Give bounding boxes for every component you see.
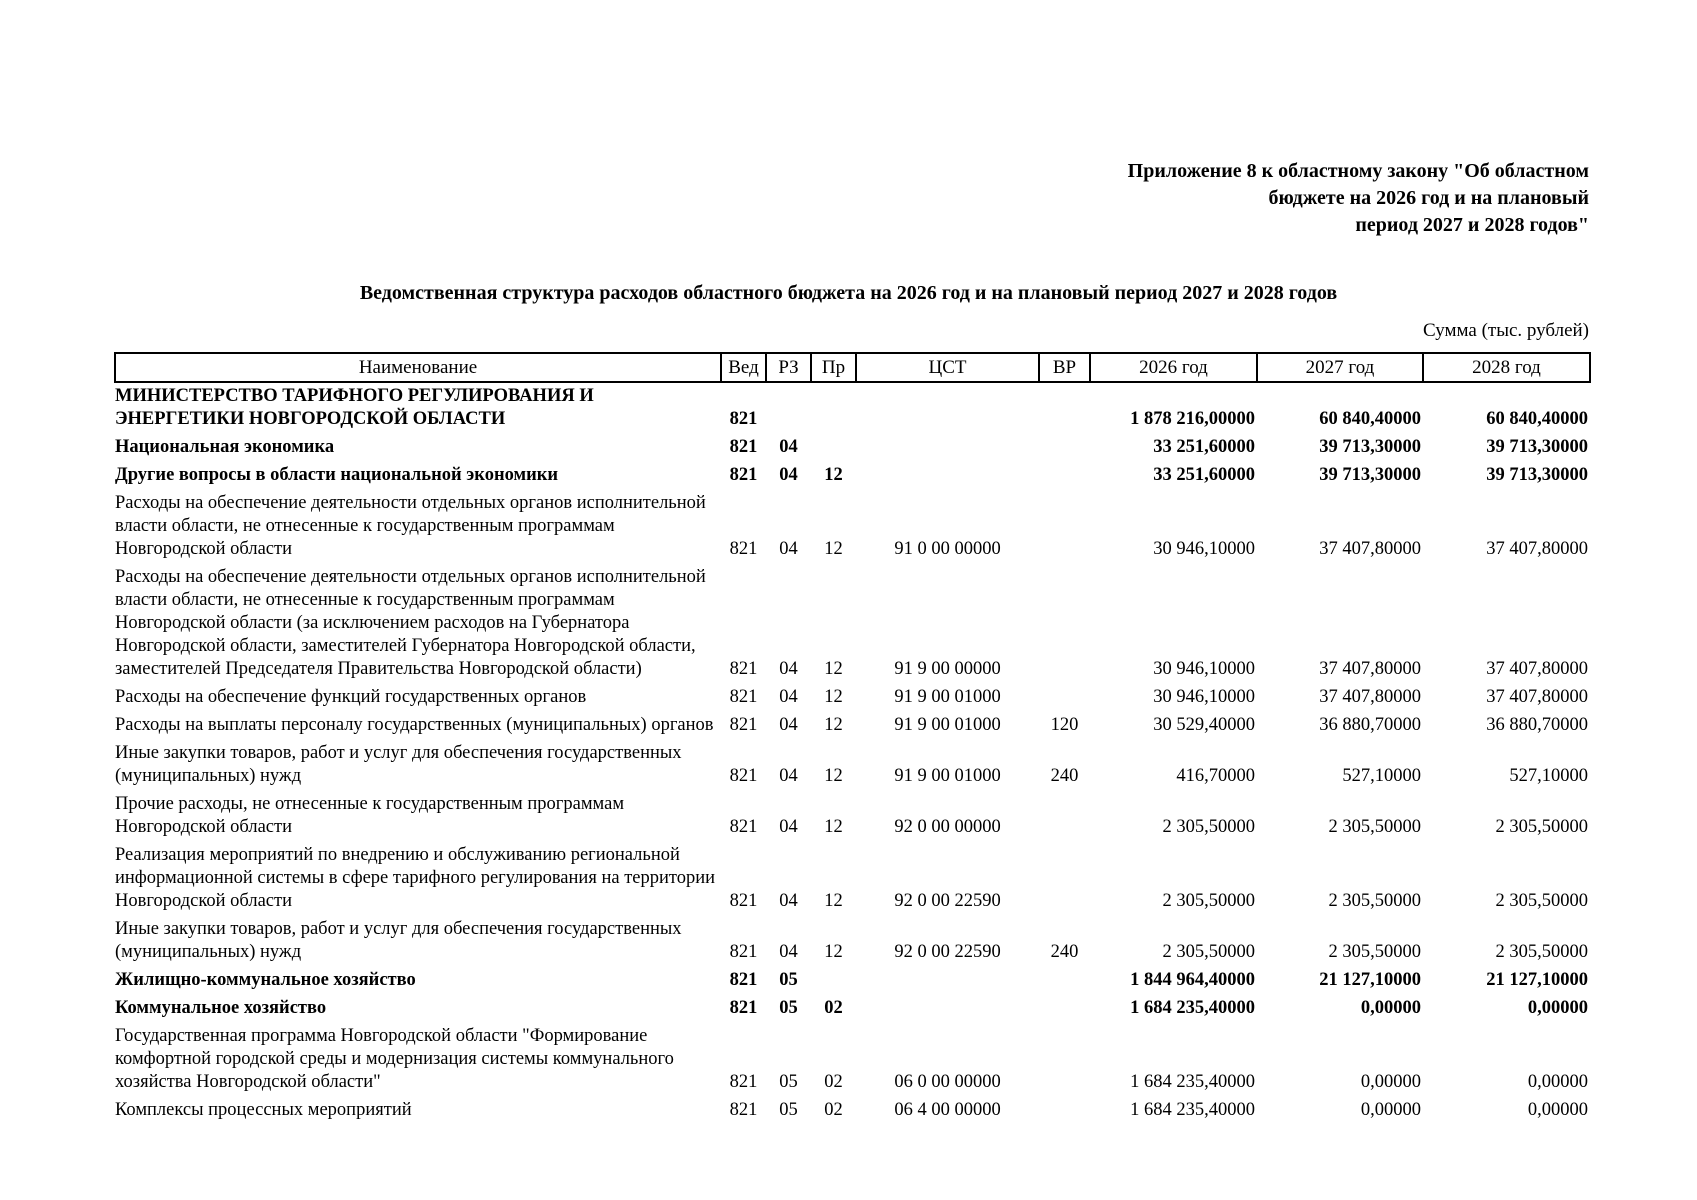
cell-name: Государственная программа Новгородской области "Формирование комфортной городской среды и модернизация системы коммунального хозяйства Новгородской области" [115,1026,674,1092]
cell-2028: 39 713,30000 [1486,465,1588,485]
cell-rz: 04 [779,942,798,962]
cell-rz: 04 [779,891,798,911]
table-row [115,464,1590,492]
cell-2028: 39 713,30000 [1486,437,1588,457]
cell-rz: 05 [779,970,798,990]
cell-rz: 05 [779,998,798,1018]
cell-vr [1039,997,1090,1025]
cell-name: МИНИСТЕРСТВО ТАРИФНОГО РЕГУЛИРОВАНИЯ И ЭНЕРГЕТИКИ НОВГОРОДСКОЙ ОБЛАСТИ [115,386,594,429]
table-row [115,1025,1590,1099]
cell-ved: 821 [729,817,758,837]
cell-2028: 2 305,50000 [1495,942,1588,962]
cell-vr [1039,492,1090,566]
cell-2026: 33 251,60000 [1153,437,1255,457]
cell-cst: 91 0 00 00000 [894,539,1001,559]
cell-name: Расходы на обеспечение деятельности отдельных органов исполнительной власти области, не отнесенные к государственным программам Новгородской области [115,493,706,559]
cell-pr: 12 [824,659,843,679]
cell-name: Национальная экономика [115,437,335,457]
header-2028: 2028 год [1423,353,1590,382]
cell-name: Жилищно-коммунальное хозяйство [115,970,416,990]
cell-cst [856,464,1039,492]
cell-pr [811,436,856,464]
cell-vr [1039,793,1090,844]
header-vr: ВР [1039,353,1090,382]
budget-table [114,352,1591,1127]
cell-2026: 1 844 964,40000 [1130,970,1255,990]
cell-2027: 527,10000 [1342,766,1421,786]
cell-pr: 12 [824,942,843,962]
cell-2027: 37 407,80000 [1319,539,1421,559]
table-row [115,382,1590,436]
cell-cst: 92 0 00 22590 [894,891,1001,911]
cell-2026: 30 946,10000 [1153,539,1255,559]
cell-cst [856,997,1039,1025]
cell-2027: 2 305,50000 [1328,817,1421,837]
cell-2027: 36 880,70000 [1319,715,1421,735]
cell-2028: 36 880,70000 [1486,715,1588,735]
cell-rz: 04 [779,539,798,559]
table-row [115,714,1590,742]
cell-rz: 04 [779,437,798,457]
cell-rz: 04 [779,465,798,485]
header-cst: ЦСТ [856,353,1039,382]
cell-2028: 60 840,40000 [1486,409,1588,429]
cell-name: Иные закупки товаров, работ и услуг для обеспечения государственных (муниципальных) нужд [115,919,682,962]
cell-pr: 12 [824,465,843,485]
cell-2027: 39 713,30000 [1319,465,1421,485]
cell-vr [1039,844,1090,918]
cell-cst: 06 4 00 00000 [894,1100,1001,1120]
document-title: Ведомственная структура расходов областного бюджета на 2026 год и на плановый период 2027 и 2028 годов [359,282,1338,304]
cell-cst: 91 9 00 01000 [894,715,1001,735]
cell-vr [1039,464,1090,492]
cell-ved: 821 [729,465,758,485]
cell-2027: 0,00000 [1360,998,1421,1018]
table-row [115,844,1590,918]
cell-2027: 60 840,40000 [1319,409,1421,429]
cell-2026: 2 305,50000 [1162,817,1255,837]
cell-cst: 06 0 00 00000 [894,1072,1001,1092]
table-row [115,918,1590,969]
cell-rz [766,382,811,436]
cell-vr: 240 [1050,766,1079,786]
cell-2026: 30 946,10000 [1153,659,1255,679]
cell-2026: 1 684 235,40000 [1130,1072,1255,1092]
cell-pr [811,382,856,436]
cell-2028: 37 407,80000 [1486,659,1588,679]
cell-ved: 821 [729,998,758,1018]
cell-pr: 02 [824,1100,843,1120]
cell-2027: 0,00000 [1360,1100,1421,1120]
cell-2026: 2 305,50000 [1162,942,1255,962]
cell-2028: 2 305,50000 [1495,817,1588,837]
table-row [115,997,1590,1025]
cell-2027: 39 713,30000 [1319,437,1421,457]
cell-ved: 821 [729,1100,758,1120]
cell-2026: 1 684 235,40000 [1130,998,1255,1018]
table-row [115,566,1590,686]
appendix-note [1029,158,1589,239]
appendix-line: Приложение 8 к областному закону "Об областном [1127,160,1589,182]
cell-vr [1039,1099,1090,1127]
cell-2027: 37 407,80000 [1319,687,1421,707]
cell-ved: 821 [729,437,758,457]
cell-vr [1039,686,1090,714]
cell-2027: 0,00000 [1360,1072,1421,1092]
cell-cst [856,969,1039,997]
cell-name: Расходы на обеспечение функций государственных органов [115,687,587,707]
table-row [115,492,1590,566]
cell-2027: 2 305,50000 [1328,942,1421,962]
cell-2026: 2 305,50000 [1162,891,1255,911]
header-ved: Вед [721,353,766,382]
cell-name: Прочие расходы, не отнесенные к государственным программам Новгородской области [115,794,625,837]
units-label: Сумма (тыс. рублей) [1423,320,1589,341]
cell-vr [1039,1025,1090,1099]
table-row [115,686,1590,714]
cell-2026: 30 529,40000 [1153,715,1255,735]
cell-rz: 04 [779,659,798,679]
cell-rz: 04 [779,715,798,735]
cell-ved: 821 [729,1072,758,1092]
cell-2026: 1 684 235,40000 [1130,1100,1255,1120]
header-pr: Пр [811,353,856,382]
cell-pr: 12 [824,891,843,911]
cell-pr: 12 [824,817,843,837]
table-row [115,969,1590,997]
cell-name: Иные закупки товаров, работ и услуг для обеспечения государственных (муниципальных) нужд [115,743,682,786]
cell-name: Коммунальное хозяйство [115,998,327,1018]
cell-rz: 04 [779,766,798,786]
cell-pr: 12 [824,539,843,559]
cell-ved: 821 [729,659,758,679]
appendix-line: бюджете на 2026 год и на плановый [1268,187,1589,209]
cell-ved: 821 [729,942,758,962]
cell-ved: 821 [729,970,758,990]
cell-rz: 05 [779,1072,798,1092]
cell-ved: 821 [729,891,758,911]
cell-2028: 0,00000 [1527,1072,1588,1092]
cell-cst: 91 9 00 00000 [894,659,1001,679]
cell-rz: 04 [779,817,798,837]
cell-2028: 527,10000 [1509,766,1588,786]
cell-vr [1039,969,1090,997]
cell-vr: 240 [1050,942,1079,962]
cell-cst: 92 0 00 22590 [894,942,1001,962]
header-rz: РЗ [766,353,811,382]
cell-cst: 91 9 00 01000 [894,766,1001,786]
appendix-line: период 2027 и 2028 годов" [1355,214,1589,236]
cell-cst [856,436,1039,464]
cell-ved: 821 [729,766,758,786]
cell-pr: 12 [824,715,843,735]
cell-name: Расходы на обеспечение деятельности отдельных органов исполнительной власти области, не отнесенные к государственным программам Новгородской области (за исключением расходов на Губернатора Новгородской области, заместителей Губернатора Новгородской области, заместителей Председателя Правительства Новгородской области) [115,567,706,679]
cell-pr: 02 [824,998,843,1018]
table-row [115,1099,1590,1127]
cell-vr [1039,436,1090,464]
header-2026: 2026 год [1090,353,1257,382]
cell-2027: 21 127,10000 [1319,970,1421,990]
cell-2026: 33 251,60000 [1153,465,1255,485]
cell-2028: 21 127,10000 [1486,970,1588,990]
table-row [115,742,1590,793]
cell-pr [811,969,856,997]
cell-2026: 416,70000 [1176,766,1255,786]
cell-vr [1039,382,1090,436]
cell-vr [1039,566,1090,686]
cell-pr: 12 [824,687,843,707]
cell-2026: 30 946,10000 [1153,687,1255,707]
cell-2027: 2 305,50000 [1328,891,1421,911]
cell-cst [856,382,1039,436]
cell-ved: 821 [729,687,758,707]
table-row [115,436,1590,464]
cell-2028: 37 407,80000 [1486,539,1588,559]
table-header-row [115,353,1590,382]
cell-ved: 821 [729,715,758,735]
cell-rz: 05 [779,1100,798,1120]
cell-ved: 821 [729,539,758,559]
cell-2028: 0,00000 [1527,998,1588,1018]
cell-name: Другие вопросы в области национальной экономики [115,465,559,485]
cell-2028: 37 407,80000 [1486,687,1588,707]
cell-vr: 120 [1050,715,1079,735]
cell-2028: 2 305,50000 [1495,891,1588,911]
cell-2028: 0,00000 [1527,1100,1588,1120]
cell-name: Комплексы процессных мероприятий [115,1100,412,1120]
header-2027: 2027 год [1257,353,1423,382]
cell-name: Реализация мероприятий по внедрению и обслуживанию региональной информационной системы в сфере тарифного регулирования на территории Новгородской области [115,845,716,911]
cell-rz: 04 [779,687,798,707]
cell-2026: 1 878 216,00000 [1130,409,1255,429]
cell-cst: 91 9 00 01000 [894,687,1001,707]
cell-cst: 92 0 00 00000 [894,817,1001,837]
cell-2027: 37 407,80000 [1319,659,1421,679]
table-row [115,793,1590,844]
cell-name: Расходы на выплаты персоналу государственных (муниципальных) органов [115,715,714,735]
cell-ved: 821 [729,409,758,429]
cell-pr: 02 [824,1072,843,1092]
header-name: Наименование [115,353,721,382]
cell-pr: 12 [824,766,843,786]
